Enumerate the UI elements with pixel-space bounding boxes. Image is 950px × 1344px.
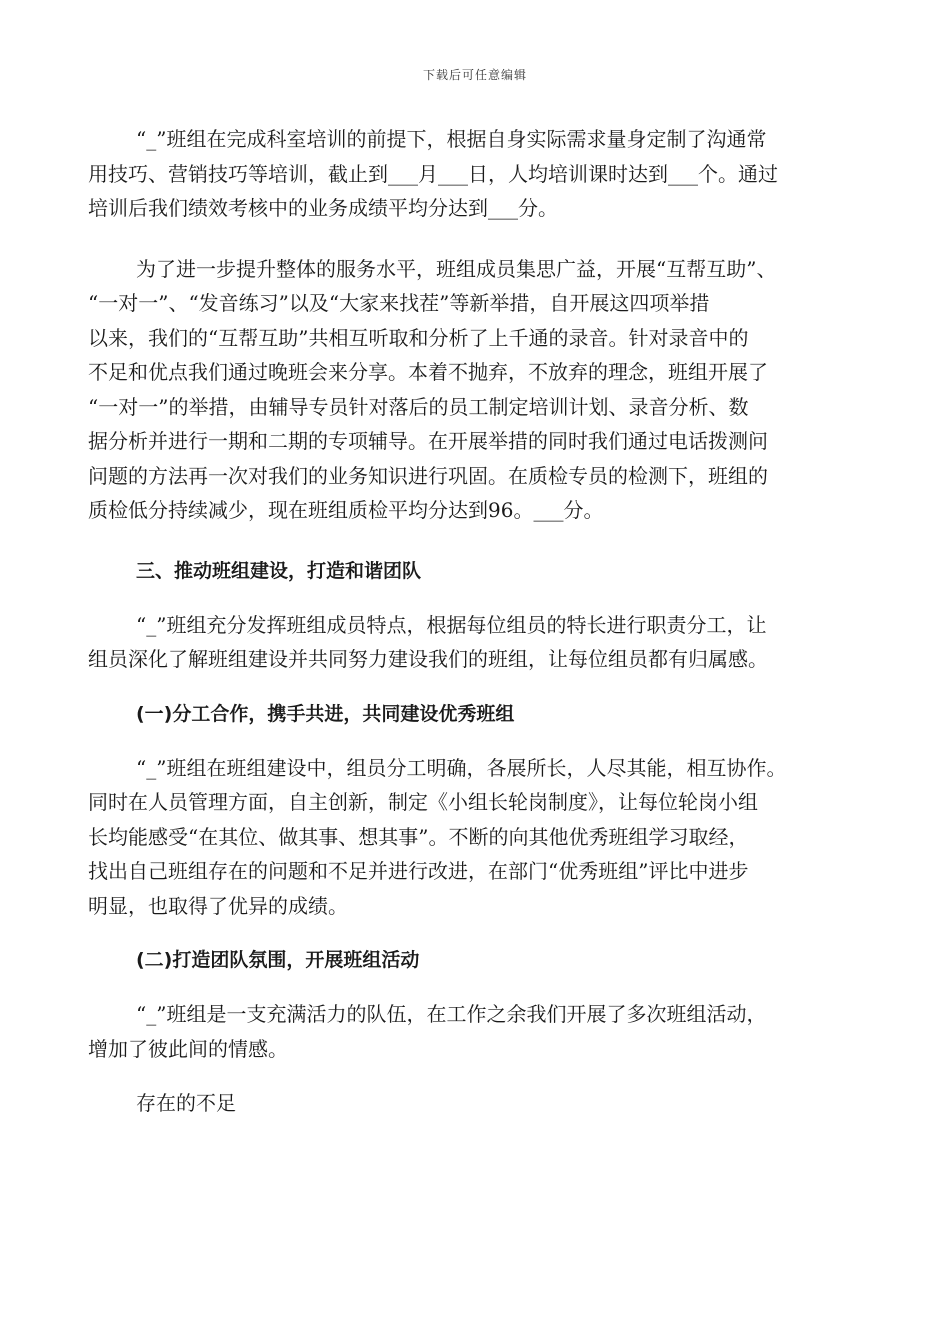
paragraph-line: 找出自己班组存在的问题和不足并进行改进，在部门“优秀班组”评比中进步 bbox=[88, 859, 749, 883]
paragraph-line: “_”班组在班组建设中，组员分工明确，各展所长，人尽其能，相互协作。 bbox=[136, 755, 787, 780]
paragraph-line: 增加了彼此间的情感。 bbox=[88, 1036, 288, 1061]
paragraph-line: 不足和优点我们通过晚班会来分享。本着不抛弃，不放弃的理念，班组开展了 bbox=[88, 360, 768, 384]
paragraph-line: “一对一”、“发音练习”以及“大家来找茬”等新举措，自开展这四项举措 bbox=[88, 291, 710, 315]
paragraph-line: 以来，我们的“互帮互助”共相互听取和分析了上千通的录音。针对录音中的 bbox=[88, 325, 749, 350]
paragraph-line: 质检低分持续减少，现在班组质检平均分达到96。___分。 bbox=[88, 498, 604, 522]
subsection-heading-team-activities: (二)打造团队氛围，开展班组活动 bbox=[136, 949, 420, 971]
paragraph-line: 组员深化了解班组建设并共同努力建设我们的班组，让每位组员都有归属感。 bbox=[88, 647, 768, 671]
page-header-note: 下载后可任意编辑 bbox=[422, 68, 527, 82]
paragraph-line: 据分析并进行一期和二期的专项辅导。在开展举措的同时我们通过电话拨测问 bbox=[88, 429, 768, 453]
paragraph-line: 同时在人员管理方面，自主创新，制定《小组长轮岗制度》，让每位轮岗小组 bbox=[88, 790, 758, 814]
paragraph-line: 培训后我们绩效考核中的业务成绩平均分达到___分。 bbox=[88, 196, 558, 220]
document-body bbox=[88, 122, 864, 1121]
paragraph-cooperation bbox=[88, 751, 864, 924]
paragraph-line: “_”班组是一支充满活力的队伍，在工作之余我们开展了多次班组活动， bbox=[136, 1002, 767, 1026]
paragraph-line: 长均能感受“在其位、做其事、想其事”。不断的向其他优秀班组学习取经， bbox=[88, 824, 749, 849]
paragraph-line: 存在的不足 bbox=[136, 1091, 236, 1115]
paragraph-line: 用技巧、营销技巧等培训，截止到___月___日，人均培训课时达到___个。通过 bbox=[88, 161, 778, 186]
paragraph-line: “一对一”的举措，由辅导专员针对落后的员工制定培训计划、录音分析、数 bbox=[88, 394, 749, 419]
paragraph-line: “_”班组充分发挥班组成员特点，根据每位组员的特长进行职责分工，让 bbox=[136, 612, 767, 637]
paragraph-line: 为了进一步提升整体的服务水平，班组成员集思广益，开展“互帮互助”、 bbox=[136, 256, 777, 281]
paragraph-line: “_”班组在完成科室培训的前提下，根据自身实际需求量身定制了沟通常 bbox=[136, 127, 767, 151]
paragraph-line: 问题的方法再一次对我们的业务知识进行巩固。在质检专员的检测下，班组的 bbox=[88, 463, 768, 488]
paragraph-line: 明显，也取得了优异的成绩。 bbox=[88, 893, 348, 918]
paragraph-team-roles bbox=[88, 608, 864, 677]
paragraph-training-results bbox=[88, 122, 864, 226]
paragraph-shortcomings bbox=[88, 1086, 864, 1121]
subsection-heading-cooperation: (一)分工合作，携手共进，共同建设优秀班组 bbox=[136, 702, 515, 725]
section-heading-team-building: 三、推动班组建设，打造和谐团队 bbox=[136, 559, 422, 582]
paragraph-team-activities bbox=[88, 997, 864, 1066]
paragraph-service-improvement bbox=[88, 252, 864, 528]
